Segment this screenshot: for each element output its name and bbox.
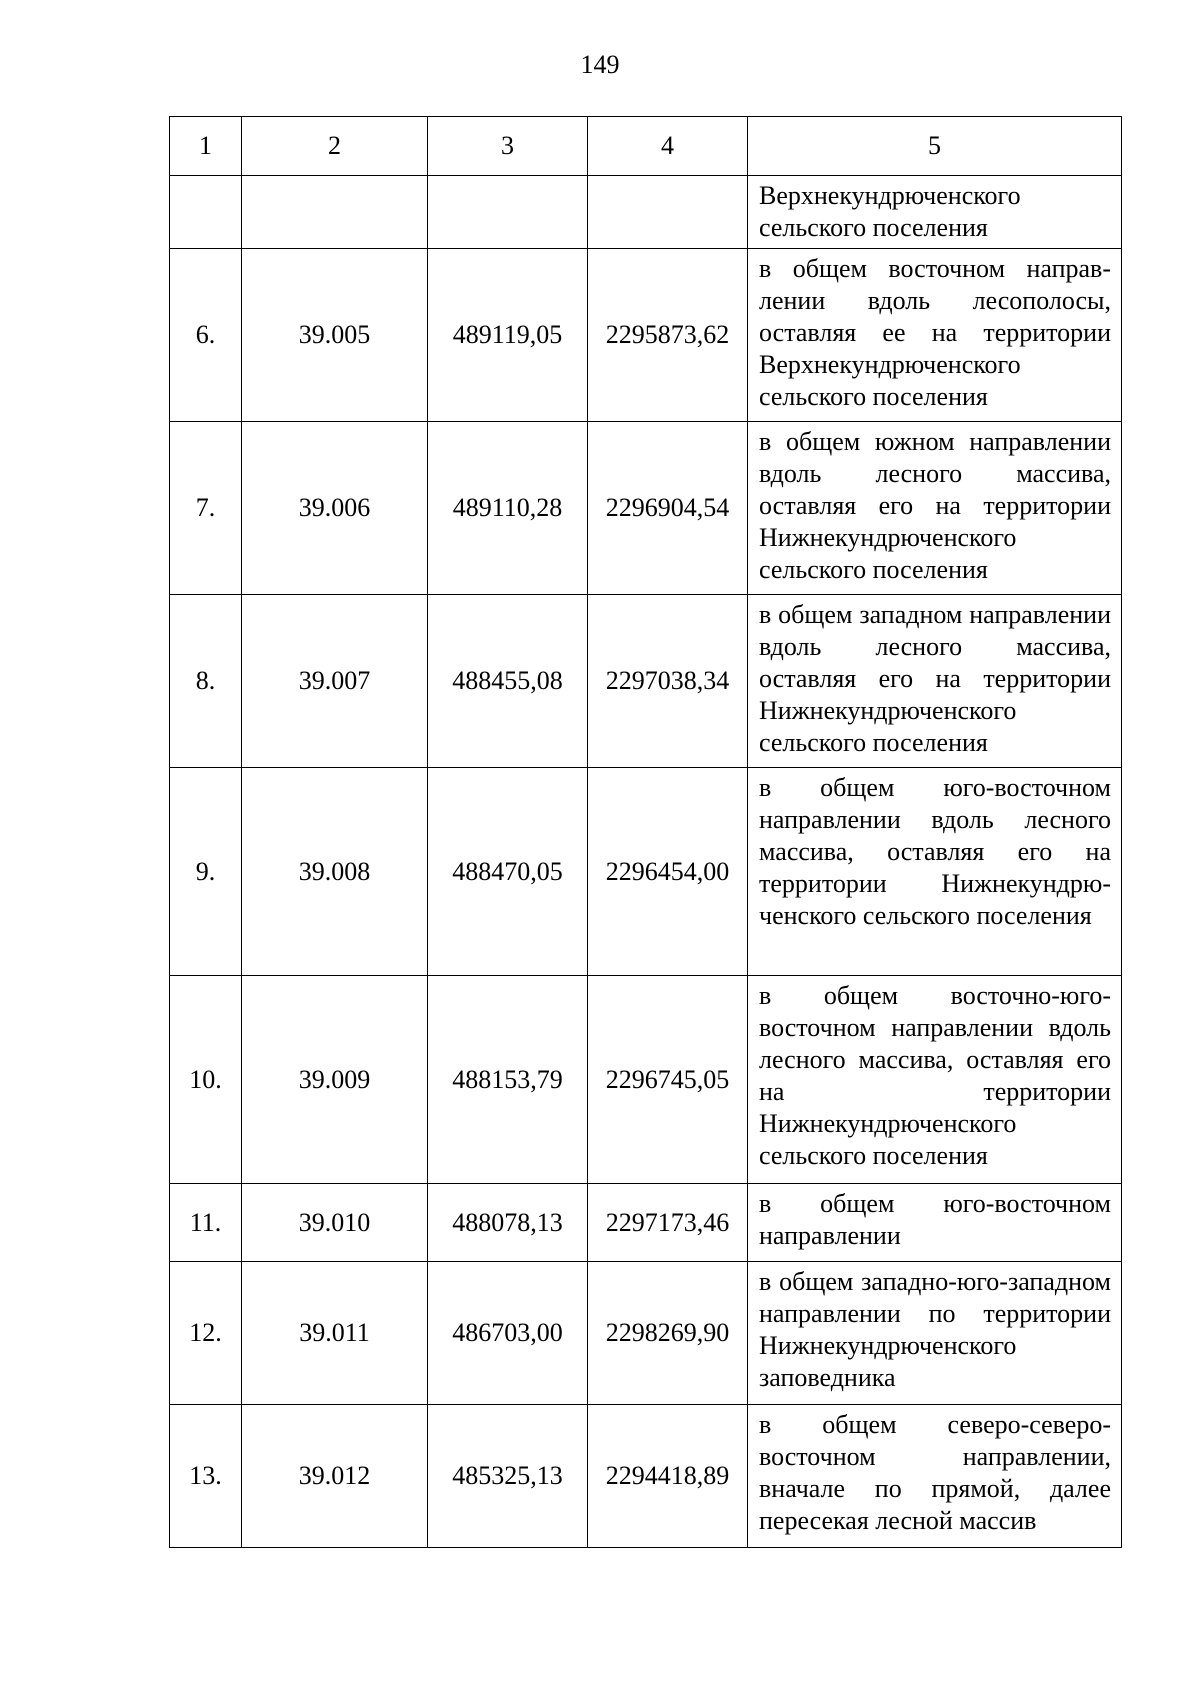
coordinate-y: 2296745,05 [588, 976, 748, 1184]
description-text: в общем юго-восточном направлении вдоль лесного массива, оставляя его на территории Нижнекундрюченского сельского поселения [759, 773, 1111, 930]
coordinate-x: 489110,28 [428, 422, 588, 595]
direction-description [748, 768, 1122, 976]
description-text: в общем восточном направлении вдоль лесополосы, оставляя ее на территории Верхнекундрюченского сельского поселения [759, 254, 1111, 411]
direction-description [748, 595, 1122, 768]
direction-description [748, 976, 1122, 1184]
point-code: 39.012 [242, 1405, 428, 1548]
coordinate-y: 2297173,46 [588, 1184, 748, 1262]
table-row [170, 1184, 1122, 1262]
point-code [242, 176, 428, 249]
table-row [170, 249, 1122, 422]
point-code: 39.007 [242, 595, 428, 768]
table-row [170, 595, 1122, 768]
header-cell-4: 4 [588, 117, 748, 176]
header-cell-3: 3 [428, 117, 588, 176]
coordinate-x: 488455,08 [428, 595, 588, 768]
coordinate-y: 2297038,34 [588, 595, 748, 768]
direction-description [748, 1262, 1122, 1405]
header-cell-2: 2 [242, 117, 428, 176]
point-code: 39.005 [242, 249, 428, 422]
direction-description [748, 422, 1122, 595]
description-text: Верхнекундрюченского сельского поселения [759, 181, 1021, 242]
point-code: 39.011 [242, 1262, 428, 1405]
row-number: 13. [170, 1405, 242, 1548]
description-text: в общем западном направлении вдоль лесного массива, оставляя его на территории Нижнекундрюченского сельского поселения [759, 600, 1111, 757]
row-number: 8. [170, 595, 242, 768]
description-text: в общем южном направлении вдоль лесного массива, оставляя его на территории Нижнекундрюченского сельского поселения [759, 427, 1111, 584]
header-cell-5: 5 [748, 117, 1122, 176]
coordinate-x: 488153,79 [428, 976, 588, 1184]
direction-description [748, 1405, 1122, 1548]
coordinate-y: 2294418,89 [588, 1405, 748, 1548]
header-cell-1: 1 [170, 117, 242, 176]
coordinates-table [169, 116, 1122, 1548]
direction-description [748, 176, 1122, 249]
description-text: в общем юго-восточном направлении [759, 1189, 1111, 1250]
row-number: 9. [170, 768, 242, 976]
row-number [170, 176, 242, 249]
coordinate-x: 489119,05 [428, 249, 588, 422]
coordinate-x: 486703,00 [428, 1262, 588, 1405]
point-code: 39.010 [242, 1184, 428, 1262]
coordinate-y: 2298269,90 [588, 1262, 748, 1405]
point-code: 39.008 [242, 768, 428, 976]
coordinate-x [428, 176, 588, 249]
coordinate-y: 2296454,00 [588, 768, 748, 976]
row-number: 11. [170, 1184, 242, 1262]
table-row [170, 422, 1122, 595]
coordinate-x: 488078,13 [428, 1184, 588, 1262]
description-text: в общем западно-юго-западном направлении по территории Нижнекундрюченского заповедника [759, 1267, 1111, 1392]
description-text: в общем северо-северо-восточном направлении, вначале по прямой, далее пересекая лесной массив [759, 1410, 1111, 1535]
table-row [170, 1262, 1122, 1405]
table-header-row [170, 117, 1122, 176]
direction-description [748, 1184, 1122, 1262]
table-row [170, 768, 1122, 976]
row-number: 6. [170, 249, 242, 422]
table-row [170, 1405, 1122, 1548]
description-text: в общем восточно-юго-восточном направлении вдоль лесного массива, оставляя его на территории Нижнекундрюченского сельского поселения [759, 981, 1111, 1170]
coordinate-y: 2296904,54 [588, 422, 748, 595]
row-number: 10. [170, 976, 242, 1184]
direction-description [748, 249, 1122, 422]
coordinate-y [588, 176, 748, 249]
coordinate-x: 488470,05 [428, 768, 588, 976]
row-number: 12. [170, 1262, 242, 1405]
point-code: 39.006 [242, 422, 428, 595]
table-row [170, 976, 1122, 1184]
row-number: 7. [170, 422, 242, 595]
point-code: 39.009 [242, 976, 428, 1184]
coordinate-y: 2295873,62 [588, 249, 748, 422]
page-number: 149 [580, 50, 620, 79]
coordinate-x: 485325,13 [428, 1405, 588, 1548]
table-row [170, 176, 1122, 249]
